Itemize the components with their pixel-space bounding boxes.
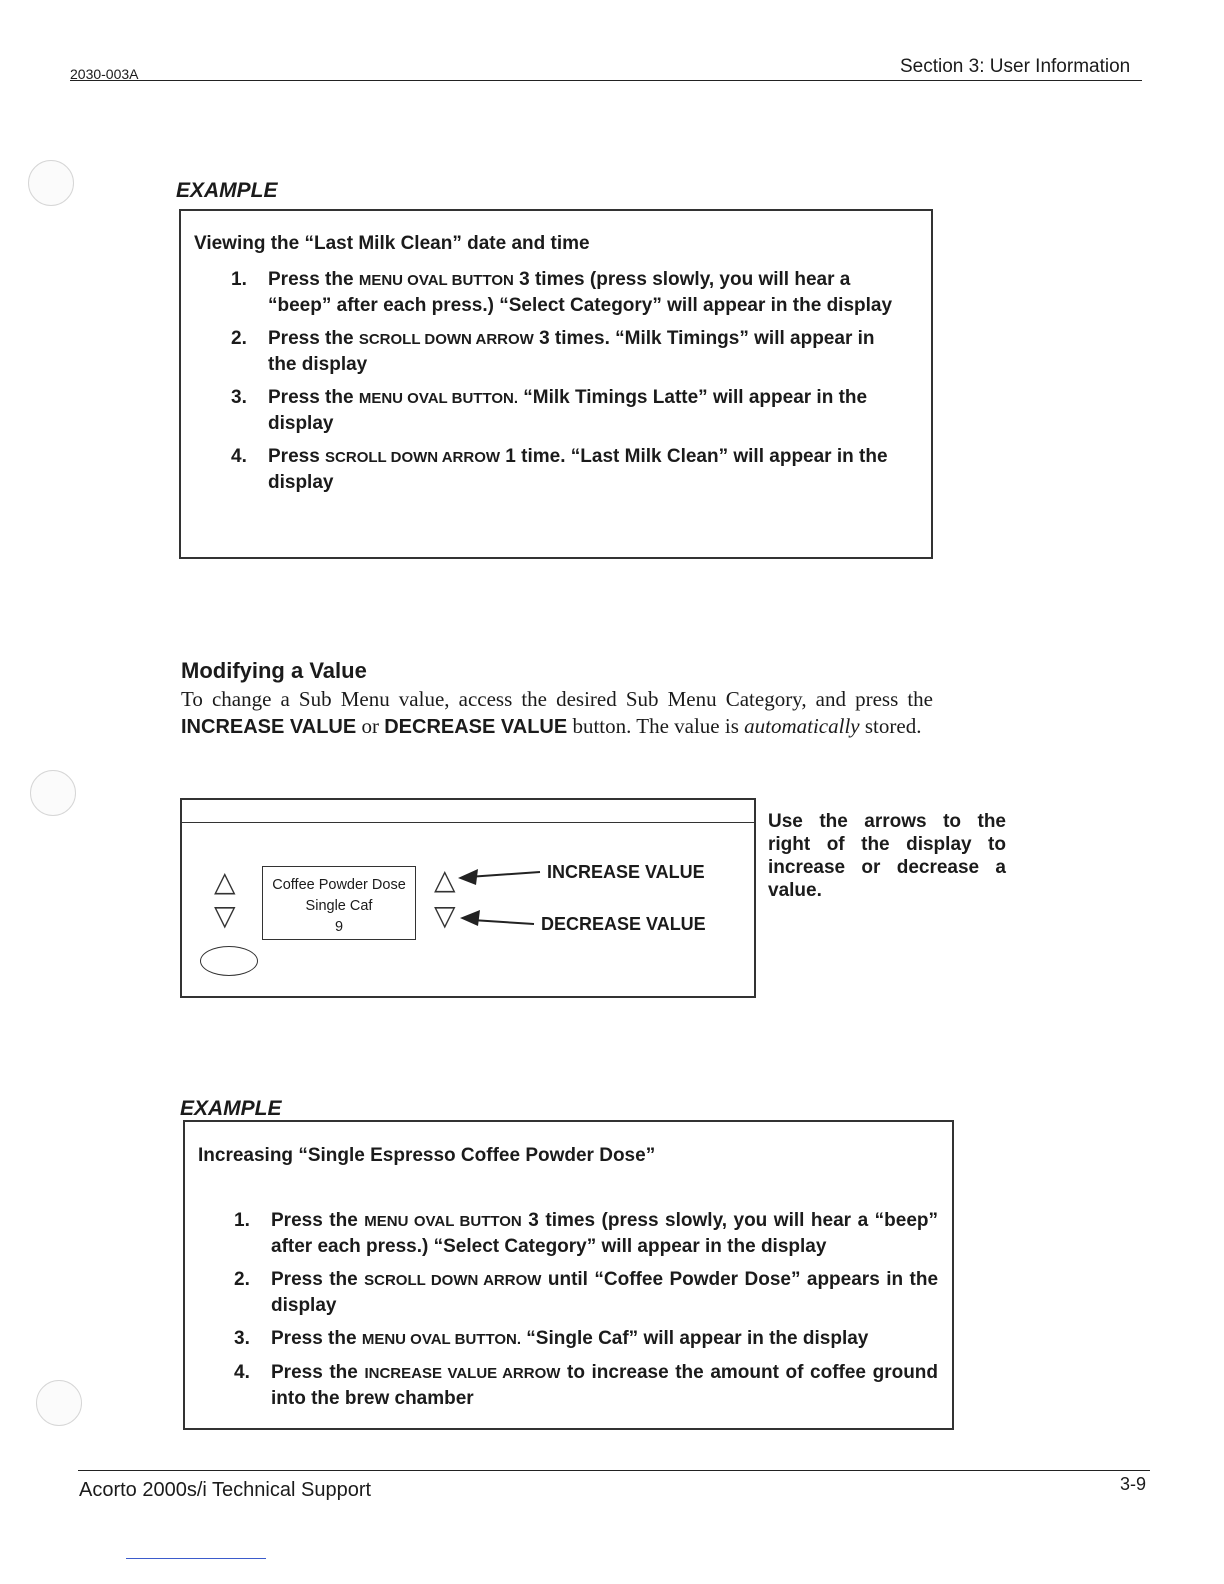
increase-value-arrow-icon: △ — [434, 864, 456, 895]
decrease-value-label: DECREASE VALUE — [541, 914, 706, 934]
section-title: Section 3: User Information — [900, 56, 1131, 77]
example-label: EXAMPLE — [180, 1097, 282, 1120]
scroll-up-arrow-icon: △ — [214, 866, 236, 897]
lcd-display — [262, 866, 416, 940]
example-title: Viewing the “Last Milk Clean” date and time — [194, 233, 590, 254]
side-note: Use the arrows to the right of the display to increase or decrease a value. — [768, 811, 1006, 901]
lcd-line: 9 — [334, 919, 344, 935]
panel-divider — [182, 822, 754, 823]
body-paragraph: To change a Sub Menu value, access the desired Sub Menu Category, and press the INCREASE VALUE or DECREASE VALUE button. The value is automatically stored. — [181, 687, 933, 738]
binder-hole — [30, 770, 76, 816]
binder-hole — [28, 160, 74, 206]
lcd-line: Single Caf — [305, 898, 373, 914]
pointer-arrows — [434, 840, 544, 980]
binder-hole — [36, 1380, 82, 1426]
list-item: 1. Press the MENU OVAL BUTTON 3 times (press slowly, you will hear a “beep” after each press.) “Select Category” will appear in the display — [231, 269, 893, 316]
section-heading: Modifying a Value — [181, 658, 367, 683]
scroll-down-arrow-icon: ▽ — [214, 900, 236, 931]
menu-oval-button-icon — [200, 946, 258, 976]
footer-title: Acorto 2000s/i Technical Support — [79, 1479, 372, 1501]
list-item: 4. Press SCROLL DOWN ARROW 1 time. “Last Milk Clean” will appear in the display — [231, 446, 888, 493]
scan-mark — [126, 1558, 266, 1559]
example-box — [183, 1120, 954, 1430]
increase-value-label: INCREASE VALUE — [547, 862, 705, 882]
example-label: EXAMPLE — [176, 179, 278, 202]
list-item: 1. Press the MENU OVAL BUTTON 3 times (press slowly, you will hear a “beep” after each press.) “Select Category” will appear in the display — [234, 1210, 939, 1257]
example-title: Increasing “Single Espresso Coffee Powder Dose” — [198, 1145, 656, 1166]
increase-pointer-arrow-icon — [458, 869, 540, 885]
step-list — [234, 1208, 938, 1419]
decrease-pointer-arrow-icon — [460, 910, 534, 926]
lcd-line: Coffee Powder Dose — [272, 877, 406, 893]
list-item: 4. Press the INCREASE VALUE ARROW to increase the amount of coffee ground into the brew chamber — [234, 1362, 939, 1409]
list-item: 2. Press the SCROLL DOWN ARROW 3 times. “Milk Timings” will appear in the display — [231, 328, 875, 375]
footer-rule — [78, 1470, 1150, 1471]
page-number: 3-9 — [1120, 1474, 1147, 1494]
header-rule — [70, 80, 1142, 81]
list-item: 3. Press the MENU OVAL BUTTON. “Milk Timings Latte” will appear in the display — [231, 387, 868, 434]
doc-number: 2030-003A — [70, 66, 139, 82]
decrease-value-arrow-icon: ▽ — [434, 900, 456, 931]
control-panel-diagram — [180, 798, 756, 998]
step-list — [231, 267, 903, 503]
list-item: 3. Press the MENU OVAL BUTTON. “Single Caf” will appear in the display — [234, 1328, 869, 1349]
list-item: 2. Press the SCROLL DOWN ARROW until “Coffee Powder Dose” appears in the display — [234, 1269, 939, 1316]
example-box — [179, 209, 933, 559]
